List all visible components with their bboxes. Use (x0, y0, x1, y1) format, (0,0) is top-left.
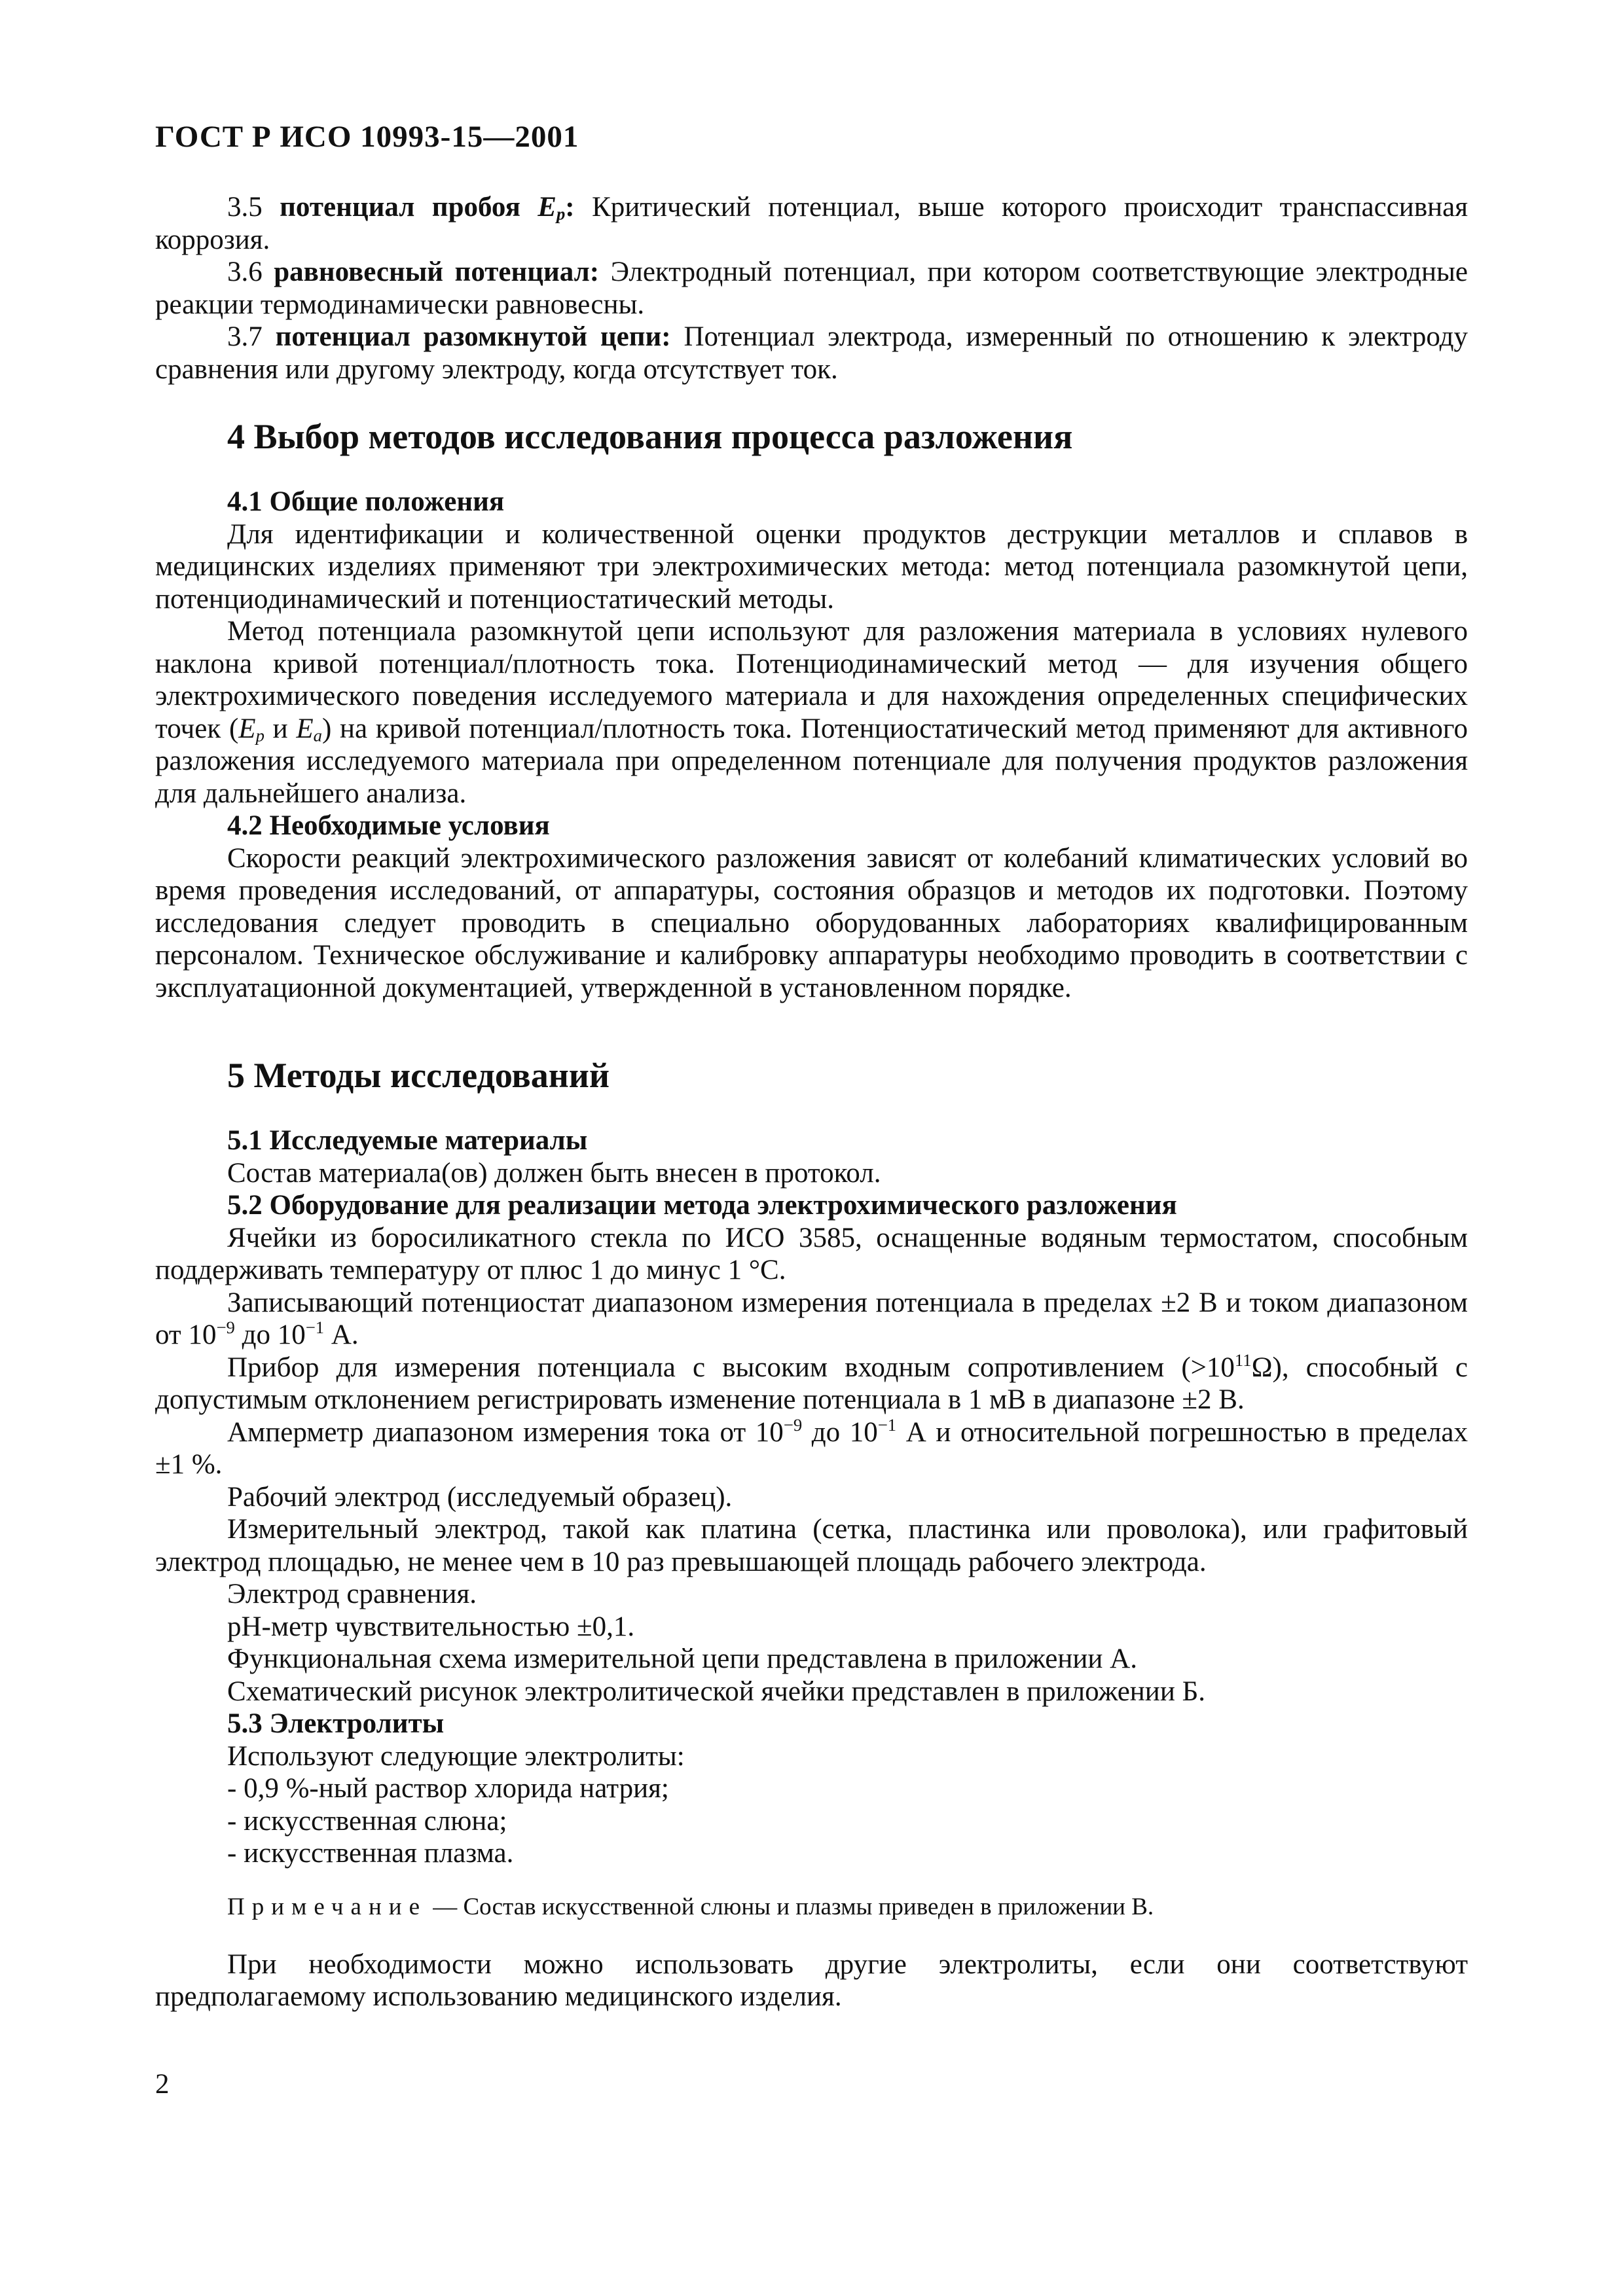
paragraph: Прибор для измерения потенциала с высоким входным сопротивлением $(>10^{11}\Omega)$, способный с допустимым отклонением регистрировать изменение потенциала в 1 мВ в диапазоне ±2 В. (155, 1350, 1468, 1415)
definition-3-5: 3.5 потенциал пробоя $E_p$: Критический потенциал, выше которого происходит транспассивная коррозия. (155, 192, 1468, 255)
paragraph: Рабочий электрод (исследуемый образец). (227, 1481, 733, 1513)
paragraph: Функциональная схема измерительной цепи представлена в приложении А. (227, 1643, 1137, 1674)
paragraph: Схематический рисунок электролитической ячейки представлен в приложении Б. (227, 1676, 1206, 1707)
section-5-body (155, 1124, 1468, 2013)
paragraph: Измерительный электрод, такой как платина (сетка, пластинка или проволока), или графитовый электрод площадью, не менее чем в 10 раз превышающей площадь рабочего электрода. (155, 1514, 1468, 1577)
note-label: Примечание (227, 1893, 427, 1920)
list-item: - искусственная плазма. (227, 1838, 514, 1869)
paragraph: Скорости реакций электрохимического разложения зависят от колебаний климатических условий во время проведения исследований, от аппаратуры, состояния образцов и методов их подготовки. Поэтому исследования следует проводить в специально оборудованных лабораториях квалифицированным персоналом. Техническое обслуживание и калибровку аппаратуры необходимо проводить в соответствии с эксплуатационной документацией, утвержденной в установленном порядке. (155, 842, 1468, 1003)
section-4-title: 4 Выбор методов исследования процесса разложения (227, 417, 1073, 456)
note: Примечание — Состав искусственной слюны и плазмы приведен в приложении В. (227, 1893, 1154, 1920)
list-item: - искусственная слюна; (227, 1805, 507, 1837)
list-item: - 0,9 %-ный раствор хлорида натрия; (227, 1773, 669, 1804)
paragraph: Для идентификации и количественной оценки продуктов деструкции металлов и сплавов в медицинских изделиях применяют три электрохимических метода: метод потенциала разомкнутой цепи, потенциодинамический и потенциостатический методы. (155, 518, 1468, 615)
definition-3-7: 3.7 потенциал разомкнутой цепи: Потенциал электрода, измеренный по отношению к электроду сравнения или другому электроду, когда отсутствует ток. (155, 321, 1468, 385)
paragraph: Электрод сравнения. (227, 1579, 477, 1609)
page-number: 2 (155, 2069, 170, 2100)
paragraph: Используют следующие электролиты: (227, 1740, 685, 1772)
subsection-5-1-heading: 5.1 Исследуемые материалы (227, 1125, 588, 1156)
paragraph: Состав материала(ов) должен быть внесен в протокол. (227, 1157, 881, 1189)
paragraph: Амперметр диапазоном измерения тока от $10^{-9}$ до $10^{-1}$ А и относительной погрешностью в пределах ±1 %. (155, 1414, 1468, 1480)
paragraph: pH-метр чувствительностью ±0,1. (227, 1611, 635, 1642)
paragraph: Записывающий потенциостат диапазоном измерения потенциала в пределах ±2 В и током диапазоном от $10^{-9}$ до $10^{-1}$ А. (155, 1287, 1468, 1350)
section-5-title: 5 Методы исследований (227, 1056, 610, 1095)
definitions-block (155, 191, 1468, 386)
subsection-4-2-heading: 4.2 Необходимые условия (227, 810, 550, 841)
subsection-4-1-heading: 4.1 Общие положения (227, 486, 505, 517)
definition-3-6: 3.6 равновесный потенциал: Электродный потенциал, при котором соответствующие электродные реакции термодинамически равновесны. (155, 257, 1468, 320)
paragraph: Метод потенциала разомкнутой цепи используют для разложения материала в условиях нулевого наклона кривой потенциал/плотность тока. Потенциодинамический метод — для изучения общего электрохимического поведения исследуемого материала и для нахождения определенных специфических точек ($E_p$ и $E_a$) на кривой потенциал/плотность тока. Потенциостатический метод применяют для активного разложения исследуемого материала при определенном потенциале для получения продуктов разложения для дальнейшего анализа. (155, 616, 1468, 809)
paragraph: Ячейки из боросиликатного стекла по ИСО 3585, оснащенные водяным термостатом, способным поддерживать температуру от плюс 1 до минус 1 °С. (155, 1222, 1468, 1285)
section-4-body (155, 486, 1468, 1004)
subsection-5-2-heading: 5.2 Оборудование для реализации метода электрохимического разложения (227, 1190, 1177, 1221)
document-header: ГОСТ Р ИСО 10993-15—2001 (155, 120, 579, 154)
paragraph: При необходимости можно использовать другие электролиты, если они соответствуют предполагаемому использованию медицинского изделия. (155, 1948, 1468, 2012)
subsection-5-3-heading: 5.3 Электролиты (227, 1708, 445, 1739)
